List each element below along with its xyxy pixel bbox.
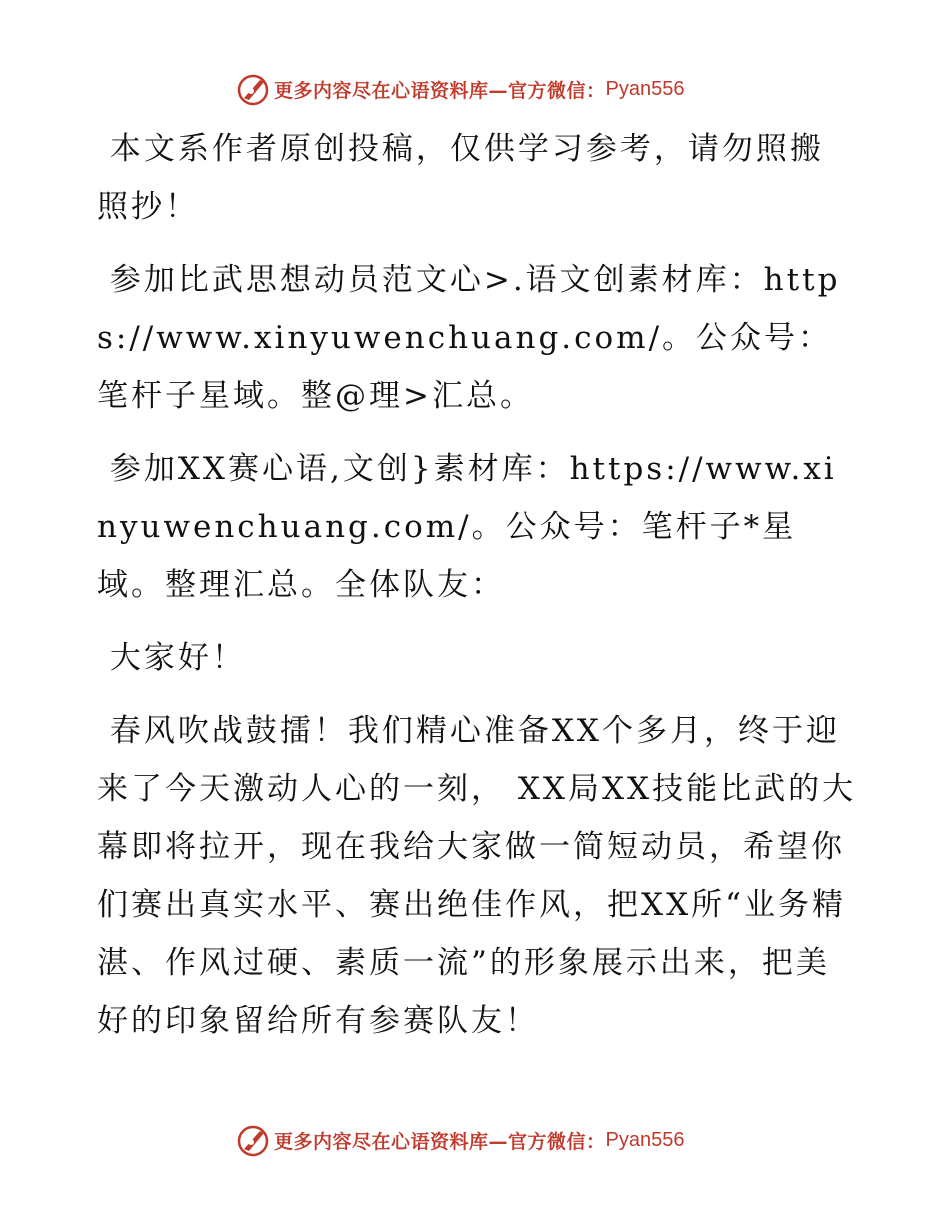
document-body [97, 120, 857, 1065]
footer-watermark [236, 1123, 684, 1157]
paragraph-source-2: 参加XX赛心语,文创}素材库：https://www.xinyuwenchuang.com/。公众号：笔杆子*星域。整理汇总。全体队友： [97, 451, 837, 603]
paragraph-source-1: 参加比武思想动员范文心>.语文创素材库：https://www.xinyuwenchuang.com/。公众号：笔杆子星域。整@理>汇总。 [97, 262, 841, 414]
paragraph-disclaimer: 本文系作者原创投稿，仅供学习参考，请勿照搬照抄！ [97, 131, 824, 225]
watermark-wechat-id: Pyan556 [605, 77, 685, 100]
watermark-text: 更多内容尽在心语资料库—官方微信： [274, 79, 606, 102]
header-watermark [236, 72, 684, 106]
paragraph-greeting: 大家好！ [97, 640, 246, 676]
watermark-text: 更多内容尽在心语资料库—官方微信： [274, 1130, 606, 1153]
paragraph-main: 春风吹战鼓擂！我们精心准备XX个多月，终于迎来了今天激动人心的一刻， XX局XX技能比武的大幕即将拉开，现在我给大家做一简短动员，希望你们赛出真实水平、赛出绝佳作风，把XX所“业务精湛、作风过硬、素质一流”的形象展示出来，把美好的印象留给所有参赛队友！ [97, 713, 857, 1039]
pen-logo-icon [236, 72, 270, 106]
pen-logo-icon [236, 1123, 270, 1157]
watermark-wechat-id: Pyan556 [605, 1128, 685, 1151]
